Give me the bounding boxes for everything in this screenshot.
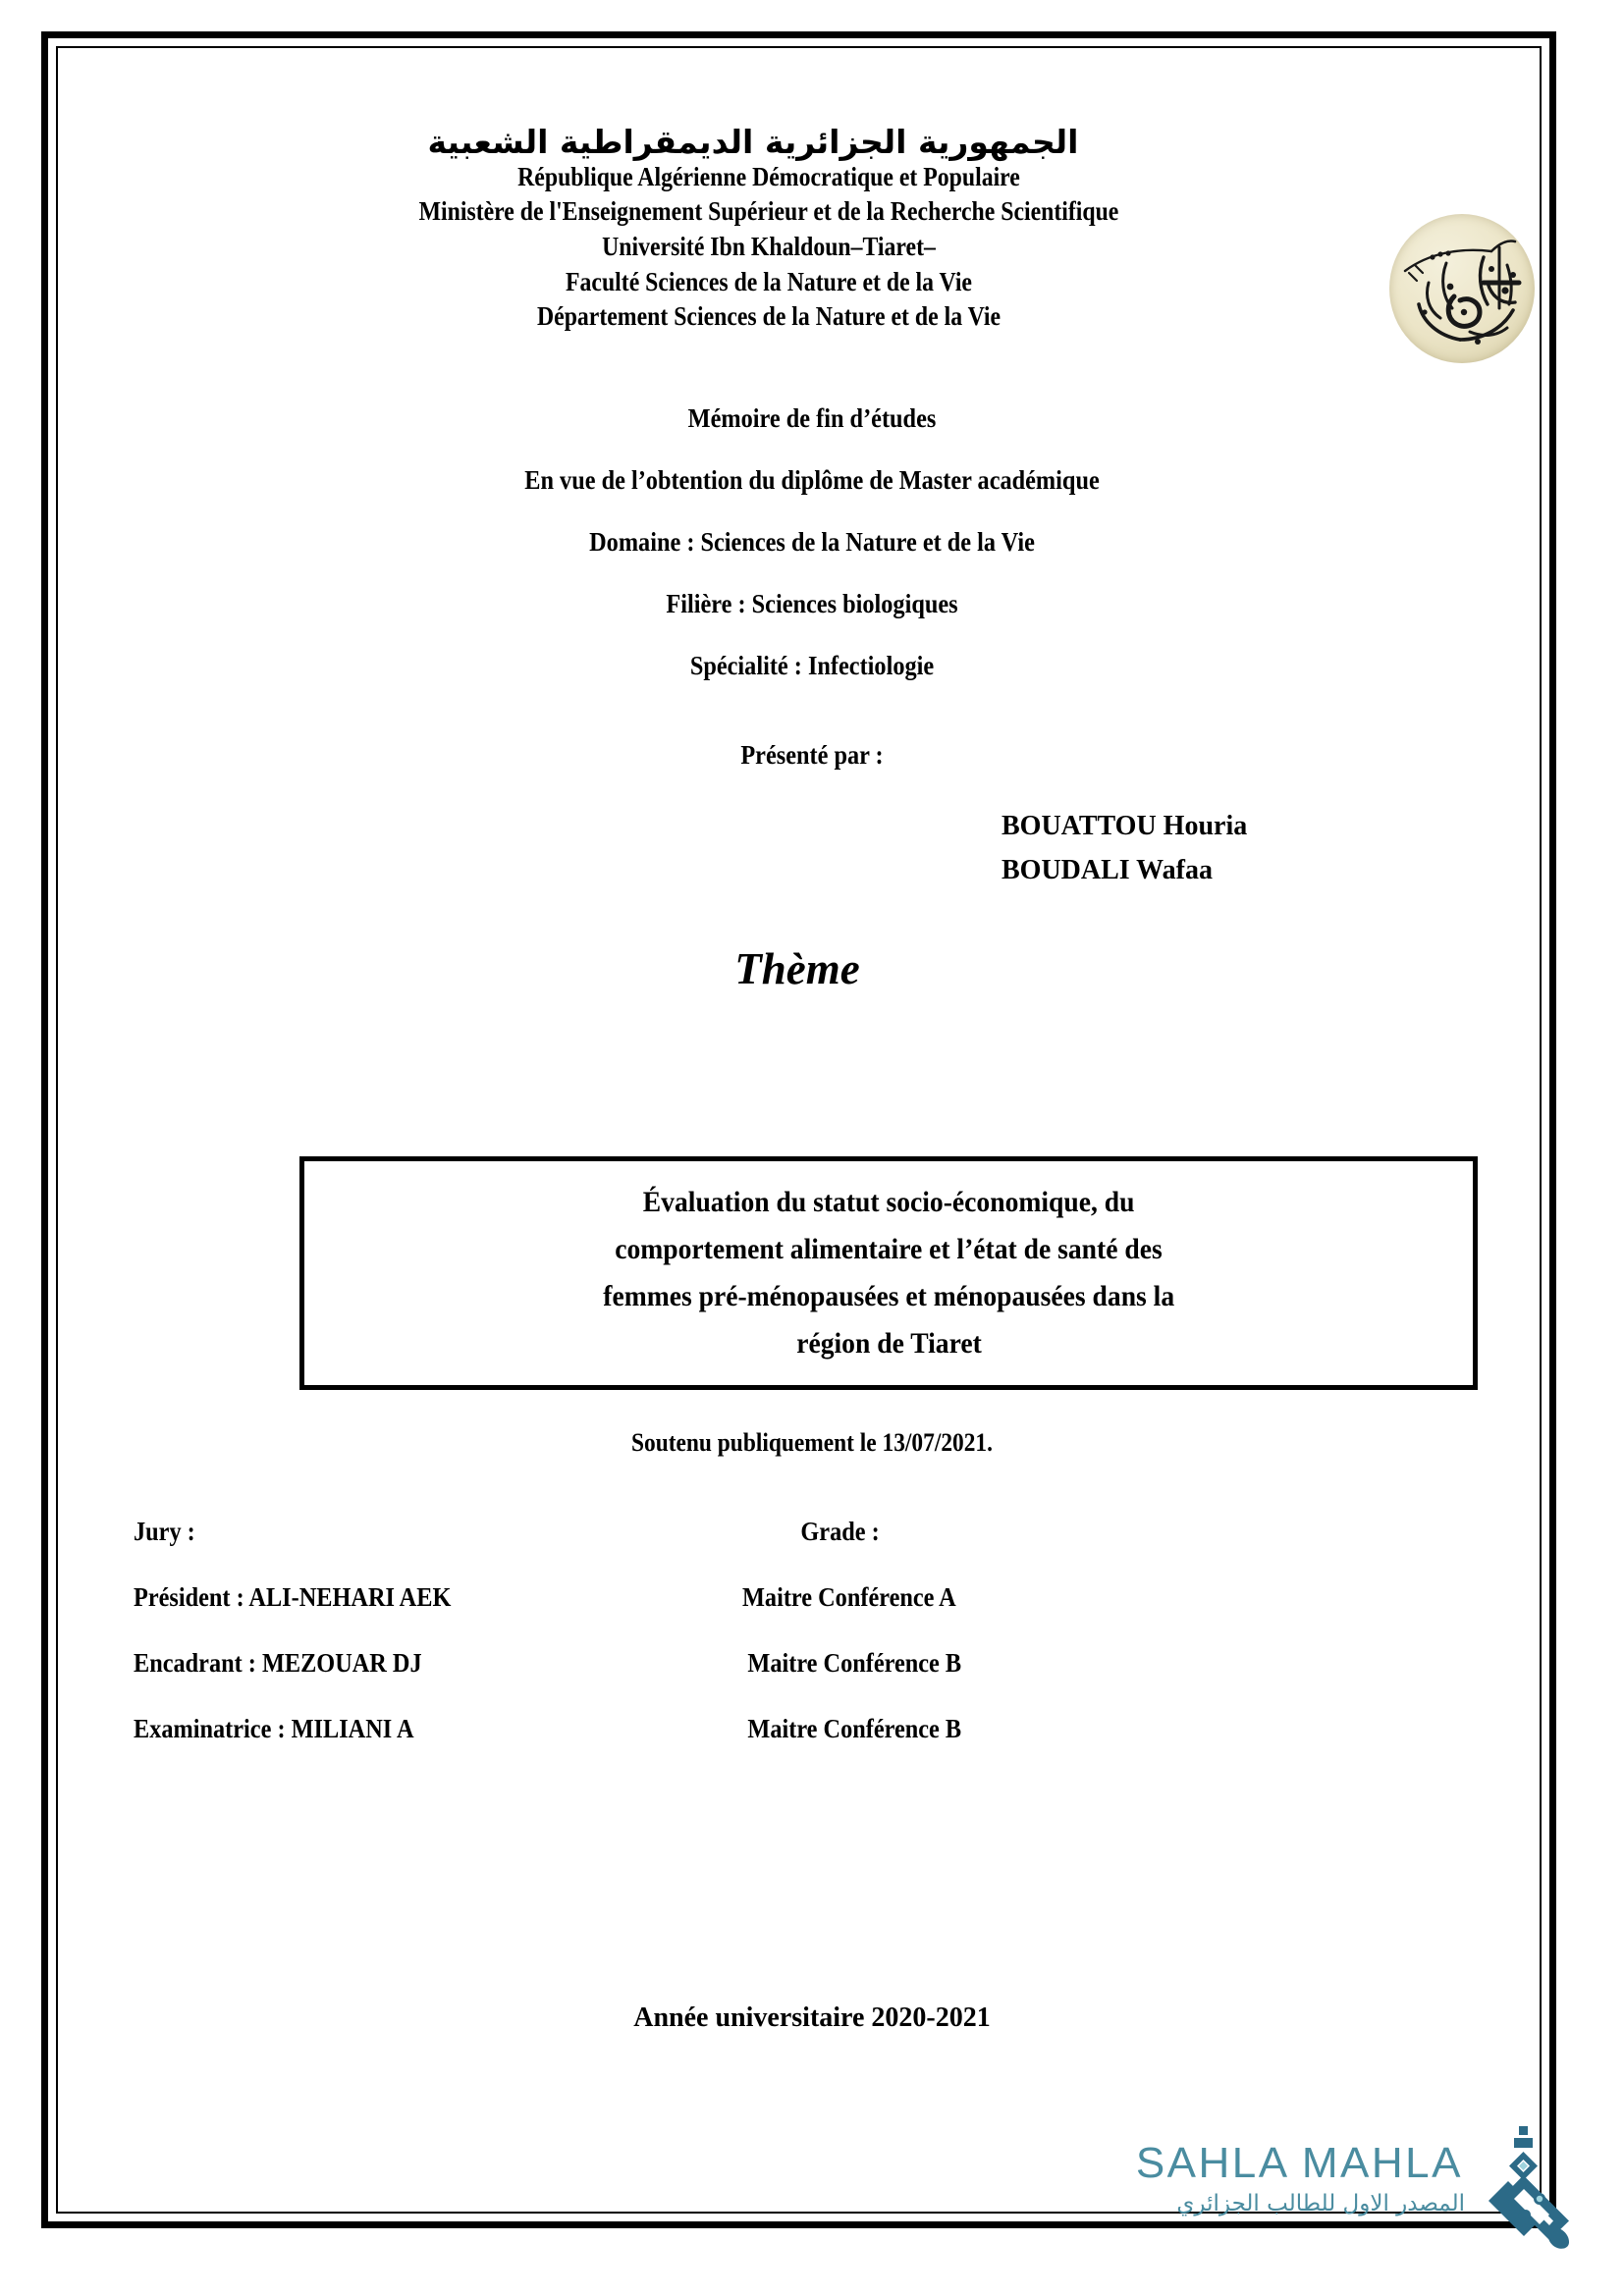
presented-by-label: Présenté par : [740, 739, 884, 770]
thesis-title-line: Évaluation du statut socio-économique, du [642, 1186, 1135, 1218]
theme-heading: Thème [734, 944, 860, 994]
jury-header-row [134, 1517, 1469, 1547]
thesis-title-line: région de Tiaret [795, 1327, 982, 1360]
jury-row-president [134, 1582, 1469, 1613]
degree-line-domain: Domaine : Sciences de la Nature et de la Vie [589, 526, 1035, 557]
thesis-title-line: comportement alimentaire et l’état de santé des [615, 1233, 1163, 1265]
jury-grade-examiner: Maitre Conférence B [747, 1714, 962, 1743]
degree-block [59, 402, 1565, 680]
degree-line-specialty: Spécialité : Infectiologie [689, 650, 935, 680]
jury-table [134, 1517, 1469, 1780]
institution-line-republic: République Algérienne Démocratique et Populaire [517, 161, 1020, 191]
jury-role-supervisor: Encadrant : MEZOUAR DJ [134, 1648, 422, 1678]
institution-line-faculty: Faculté Sciences de la Nature et de la Vie [566, 266, 972, 296]
arabic-republic-heading: الجمهورية الجزائرية الديمقراطية الشعبية [427, 123, 1079, 161]
thesis-title-box [299, 1156, 1478, 1390]
academic-year: Année universitaire 2020-2021 [633, 2002, 991, 2033]
institution-line-department: Département Sciences de la Nature et de la Vie [536, 301, 1001, 332]
institution-line-ministry: Ministère de l'Enseignement Supérieur et de la Recherche Scientifique [418, 196, 1119, 227]
jury-role-president: Président : ALI-NEHARI AEK [134, 1582, 452, 1612]
cover-page-content [59, 49, 1565, 2228]
jury-grade-supervisor: Maitre Conférence B [747, 1648, 962, 1678]
watermark-brand-text: SAHLA MAHLA [1135, 2139, 1463, 2187]
institution-line-university: Université Ibn Khaldoun–Tiaret– [602, 231, 936, 261]
defense-statement: Soutenu publiquement le 13/07/2021. [631, 1428, 993, 1457]
jury-grade-president: Maitre Conférence A [742, 1582, 956, 1612]
author-name: BOUATTOU Houria [1001, 810, 1248, 841]
degree-line-memoire: Mémoire de fin d’études [687, 402, 937, 433]
jury-row-supervisor [134, 1648, 1469, 1679]
sahla-mahla-diamond-icon [1471, 2124, 1579, 2250]
jury-header-label-grade: Grade : [800, 1517, 880, 1546]
degree-line-diploma: En vue de l’obtention du diplôme de Master académique [524, 464, 1100, 495]
jury-header-label-jury: Jury : [134, 1517, 195, 1546]
author-name: BOUDALI Wafaa [1001, 855, 1213, 886]
jury-role-examiner: Examinatrice : MILIANI A [134, 1714, 414, 1743]
authors-list [59, 804, 1565, 893]
degree-line-filiere: Filière : Sciences biologiques [666, 588, 958, 618]
sahla-mahla-watermark [1080, 2132, 1571, 2250]
watermark-tagline-arabic: المصدر الاول للطالب الجزائري [1176, 2191, 1465, 2216]
thesis-title-line: femmes pré-ménopausées et ménopausées dans la [603, 1280, 1174, 1312]
jury-row-examiner [134, 1714, 1469, 1744]
